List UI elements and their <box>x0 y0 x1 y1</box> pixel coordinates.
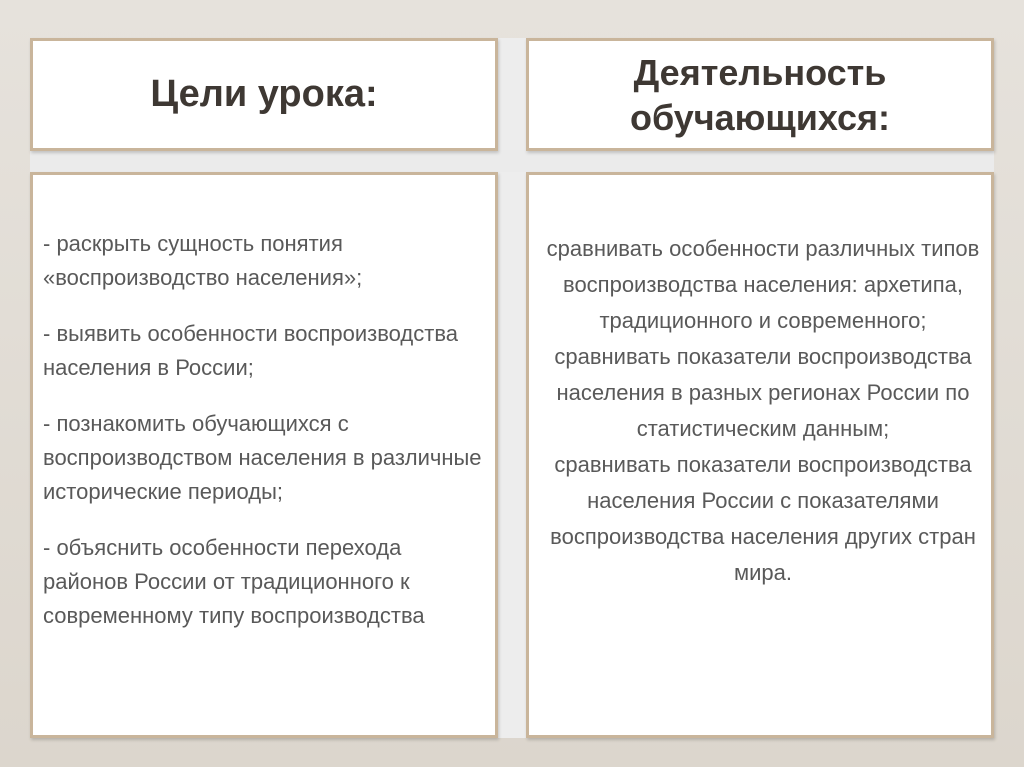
goals-list <box>43 227 491 655</box>
lesson-goals-panel <box>30 172 498 738</box>
horizontal-divider <box>30 150 994 172</box>
lesson-goals-title: Цели урока: <box>150 73 378 115</box>
student-activity-title: Деятельность обучающихся: <box>629 51 891 138</box>
vertical-divider <box>498 38 528 738</box>
activities-list <box>537 231 989 591</box>
goal-item: - познакомить обучающихся с воспроизводством населения в различные исторические периоды; <box>43 411 482 504</box>
activity-item: сравнивать особенности различных типов воспроизводства населения: архетипа, традиционного и современного; <box>546 236 980 333</box>
activity-item: сравнивать показатели воспроизводства населения России с показателями воспроизводства населения других стран мира. <box>550 452 976 585</box>
lesson-goals-heading <box>30 38 498 151</box>
student-activity-panel <box>526 172 994 738</box>
student-activity-heading <box>526 38 994 151</box>
goal-item: - объяснить особенности перехода районов России от традиционного к современному типу воспроизводства <box>43 535 425 628</box>
activity-item: сравнивать показатели воспроизводства населения в разных регионах России по статистическим данным; <box>554 344 972 441</box>
goal-item: - раскрыть сущность понятия «воспроизводство населения»; <box>43 231 363 290</box>
goal-item: - выявить особенности воспроизводства населения в России; <box>43 321 459 380</box>
